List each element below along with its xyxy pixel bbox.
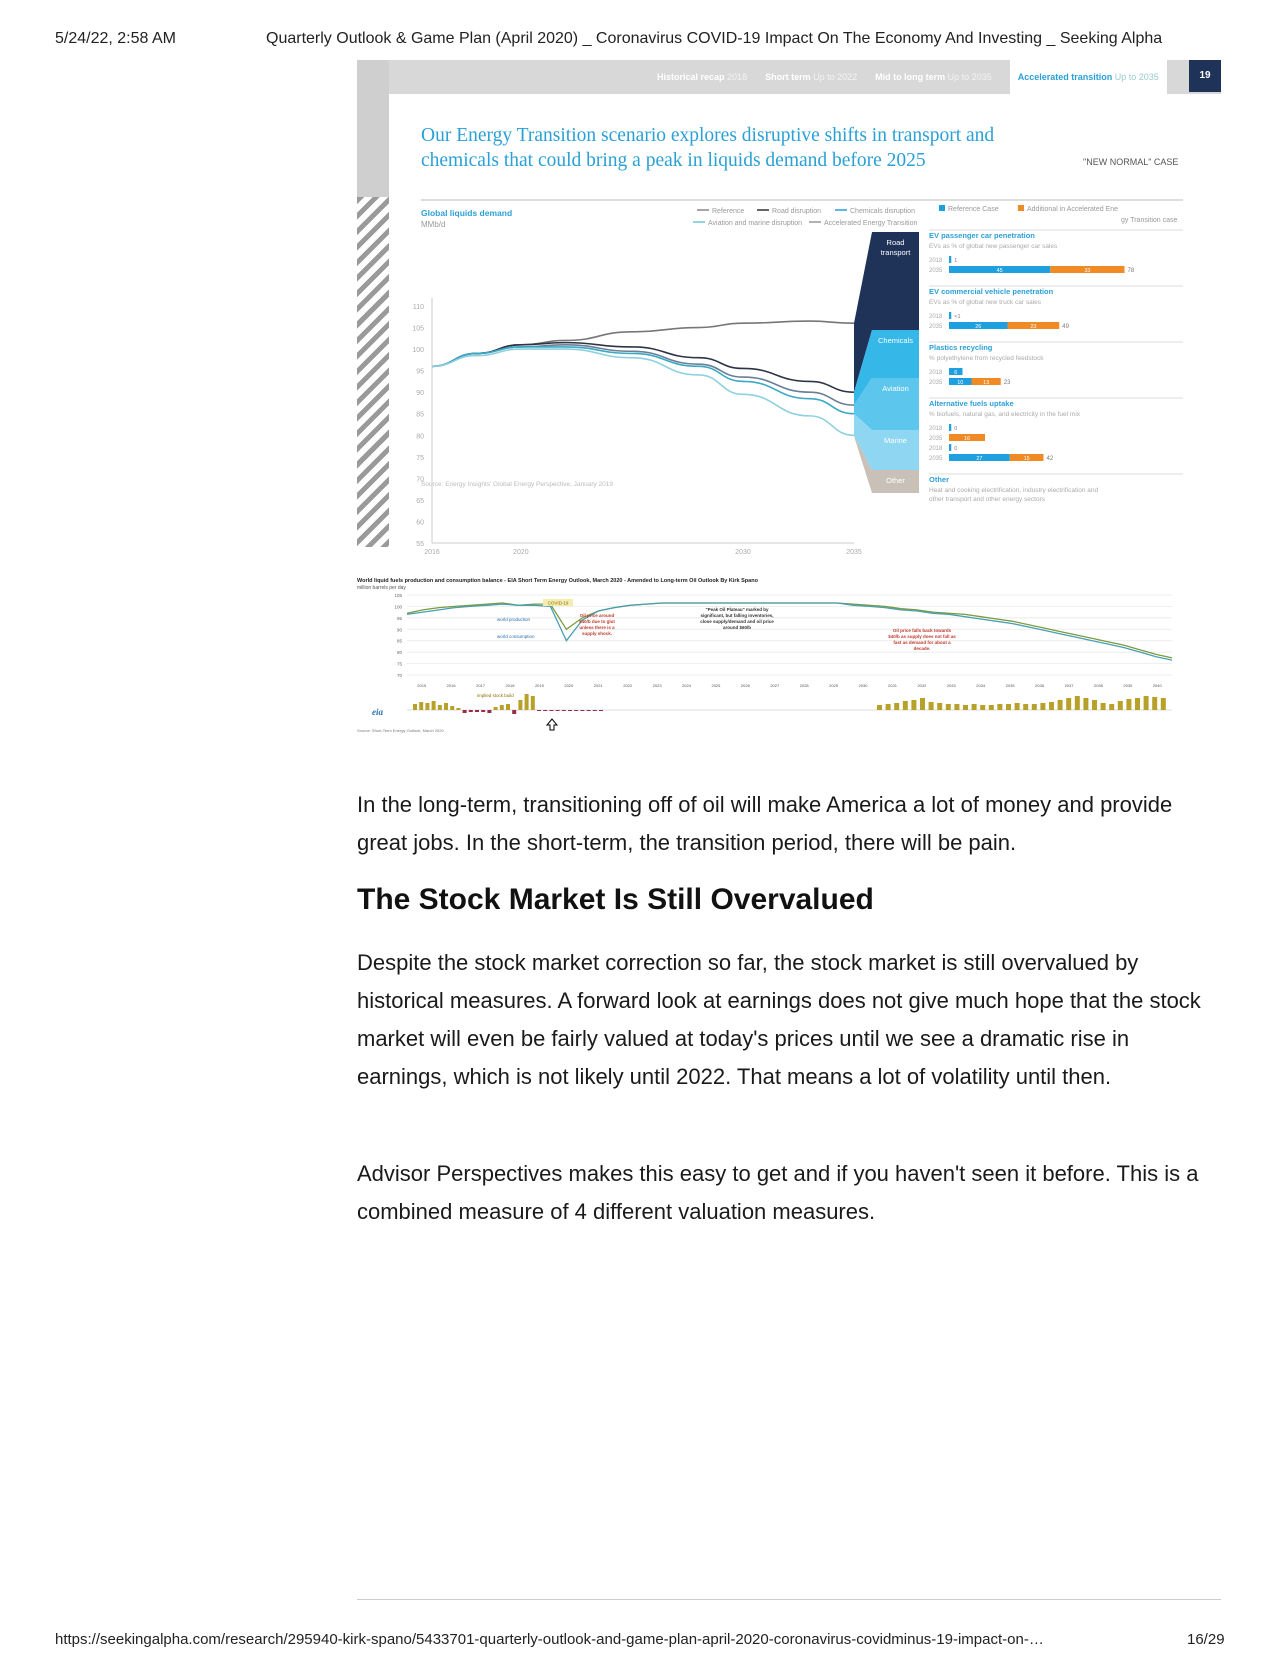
panel-subtitle: % biofuels, natural gas, and electricity in the fuel mix	[929, 411, 1081, 418]
eia-stock-bar	[1118, 701, 1123, 710]
panel-bar-total: 23	[1003, 380, 1011, 386]
panel-subtitle: % polyethylene from recycled feedstock	[929, 355, 1044, 362]
print-date: 5/24/22, 2:58 AM	[55, 30, 176, 47]
chart-ylabel: MMb/d	[421, 220, 446, 229]
legend-item: Chemicals disruption	[850, 208, 915, 215]
eia-stock-bar	[929, 702, 934, 710]
article-paragraph-3	[357, 1155, 1221, 1231]
eia-year-label: 2026	[740, 683, 750, 688]
x-tick-label: 2020	[513, 549, 529, 556]
panel-subtitle: Heat and cooking electrification, industry electrification and	[929, 487, 1099, 494]
eia-stock-bar	[877, 705, 882, 710]
eia-stock-bar	[531, 696, 535, 710]
panel-subtitle-cont: other transport and other energy sectors	[929, 496, 1045, 503]
slide-tab-active: Accelerated transition Up to 2035	[1010, 60, 1167, 94]
eia-stock-bar	[525, 694, 529, 710]
slide-page-number: 19	[1189, 60, 1221, 92]
eia-logo: eia	[372, 707, 383, 717]
panel-row-year: 2035	[929, 436, 943, 442]
panel-bar-additional-label: 23	[1030, 324, 1037, 330]
eia-stock-bar	[894, 703, 899, 710]
panel-title: Plastics recycling	[929, 343, 993, 352]
eia-stock-bar	[954, 704, 959, 710]
eia-year-label: 2029	[829, 683, 839, 688]
eia-stock-bar	[1075, 696, 1080, 710]
eia-unit: million barrels per day	[357, 585, 406, 591]
eia-stock-bar	[438, 705, 442, 710]
eia-stock-bar	[980, 705, 985, 710]
eia-stock-bar	[1006, 704, 1011, 710]
eia-stock-bar	[481, 710, 485, 712]
eia-year-label: 2023	[652, 683, 662, 688]
eia-stock-bar	[506, 704, 510, 710]
eia-stock-bar	[444, 703, 448, 710]
series-line-4	[432, 349, 854, 435]
panel-bar-reference	[949, 256, 951, 263]
eia-stock-bar	[911, 700, 916, 710]
eia-year-label: 2021	[593, 683, 603, 688]
y-tick-label: 95	[416, 368, 424, 376]
eia-stock-bar	[1023, 704, 1028, 710]
eia-stock-bar	[549, 710, 553, 711]
eia-year-label: 2018	[505, 683, 515, 688]
side-legend-additional-cont: gy Transition case	[1121, 217, 1178, 224]
eia-stock-bar	[1135, 698, 1140, 710]
panel-title: Alternative fuels uptake	[929, 399, 1014, 408]
eia-stock-bar	[1101, 703, 1106, 710]
panel-bar-reference-label: 26	[975, 324, 982, 330]
band-label: Chemicals	[877, 336, 914, 345]
eia-stock-bar	[469, 710, 473, 712]
y-tick-label: 110	[412, 304, 424, 311]
panel-bar-reference-label: 45	[996, 268, 1003, 274]
eia-stock-bar	[543, 710, 547, 711]
panel-bar-additional-label: 13	[983, 380, 990, 386]
eia-annotation-production: world production	[497, 617, 531, 622]
eia-series-line-0	[407, 600, 1172, 658]
eia-stock-bar	[574, 710, 578, 711]
eia-stock-bar	[593, 710, 597, 711]
eia-stock-bar	[456, 708, 460, 710]
eia-stock-bar	[1109, 704, 1114, 710]
eia-annotation-note1: unless there is a	[579, 625, 615, 630]
panel-row-year: 2018	[929, 370, 943, 376]
print-page-number: 16/29	[1187, 1631, 1225, 1648]
band-label: Marine	[884, 436, 907, 445]
paragraph-text: Despite the stock market correction so far, the stock market is still overvalued by historical measures. A forward look at earnings does not give much hope that the stock market will even be fairly valued at today's prices until we see a dramatic rise in earnings, which is not likely until 2022. That means a lot of volatility until then.	[357, 950, 1201, 1089]
band-label: transport	[880, 248, 911, 257]
eia-annotation-note1: supply shock.	[581, 631, 613, 636]
panel-bar-reference	[949, 312, 951, 319]
y-tick-label: 80	[416, 433, 424, 441]
panel-bar-additional-label: 16	[963, 436, 971, 442]
eia-stock-bar	[562, 710, 566, 711]
panel-title: EV passenger car penetration	[929, 231, 1035, 240]
y-tick-label: 70	[416, 476, 424, 484]
x-tick-label: 2016	[424, 549, 440, 556]
eia-stock-bar	[587, 710, 591, 711]
eia-stock-bar	[580, 710, 584, 711]
y-tick-label: 100	[412, 347, 424, 355]
panel-bar-reference-label: <1	[954, 314, 961, 320]
panel-bar-reference-label: 1	[954, 258, 958, 264]
case-label: "NEW NORMAL" CASE	[1083, 157, 1179, 167]
panel-bar-reference	[949, 444, 951, 451]
eia-year-label: 2039	[1123, 683, 1133, 688]
eia-annotation-note2: close supply/demand and oil price	[700, 619, 774, 624]
panel-bar-reference	[949, 424, 951, 431]
eia-stock-bar	[972, 704, 977, 710]
panel-row-year: 2035	[929, 380, 943, 386]
eia-stock-bar	[512, 710, 516, 714]
eia-year-label: 2017	[476, 683, 486, 688]
eia-year-label: 2016	[446, 683, 456, 688]
series-line-1	[432, 343, 854, 393]
panel-row-year: 2035	[929, 268, 943, 274]
eia-year-label: 2036	[1035, 683, 1045, 688]
x-tick-label: 2030	[735, 549, 751, 556]
band-label: Other	[886, 476, 905, 485]
print-header	[0, 30, 1280, 52]
eia-stock-bar	[1161, 698, 1166, 710]
eia-annotation-note3: decade.	[913, 646, 931, 651]
legend-item: Accelerated Energy Transition	[824, 220, 918, 227]
eia-y-tick: 70	[396, 673, 402, 678]
y-tick-label: 90	[416, 390, 424, 398]
eia-year-label: 2031	[888, 683, 897, 688]
panel-bar-total: 42	[1046, 456, 1054, 462]
slide-source: Source: Energy Insights' Global Energy Perspective, January 2019	[421, 481, 614, 488]
eia-year-label: 2027	[770, 683, 780, 688]
eia-annotation-note2: around $60/b	[722, 625, 752, 630]
eia-stock-bar	[1049, 702, 1054, 710]
eia-stock-bar	[1126, 699, 1131, 710]
panel-bar-reference-label: 6	[954, 370, 958, 376]
eia-source: Source: Short-Term Energy Outlook, March 2020	[357, 728, 444, 733]
band-label: Aviation	[882, 384, 909, 393]
eia-stock-bar	[920, 698, 925, 710]
legend-item: Aviation and marine disruption	[708, 220, 803, 227]
eia-stock-bar	[518, 700, 522, 710]
panel-bar-additional-label: 15	[1023, 456, 1030, 462]
eia-year-label: 2038	[1093, 683, 1103, 688]
band-label: Road	[886, 238, 905, 247]
eia-year-label: 2030	[858, 683, 868, 688]
eia-stock-bar	[903, 701, 908, 710]
y-tick-label: 55	[416, 541, 424, 548]
eia-stock-bar	[500, 705, 504, 710]
eia-year-label: 2022	[623, 683, 633, 688]
eia-annotation-note3: fast as demand for about a	[893, 640, 951, 645]
y-tick-label: 105	[412, 325, 424, 333]
eia-y-tick: 95	[396, 615, 402, 621]
eia-annotation-note1: Oil price around	[579, 613, 615, 618]
eia-stock-bar	[494, 707, 498, 710]
footer-divider	[357, 1599, 1221, 1600]
eia-stock-bar	[886, 704, 891, 710]
panel-bar-reference-label: 27	[976, 456, 983, 462]
legend-item: Road disruption	[772, 208, 822, 215]
eia-stock-bar	[997, 704, 1002, 710]
eia-stock-bar	[937, 703, 942, 710]
eia-y-tick: 100	[394, 604, 402, 610]
eia-stock-bar	[463, 710, 467, 713]
print-url: https://seekingalpha.com/research/295940-kirk-spano/5433701-quarterly-outlook-and-game-plan-april-2020-coronavirus-covidminus-19-impact-on-…	[55, 1631, 1044, 1648]
eia-year-label: 2040	[1152, 683, 1162, 688]
eia-stock-bar	[1066, 698, 1071, 710]
eia-stock-bar	[413, 704, 417, 710]
eia-stock-bar	[989, 705, 994, 710]
series-line-0	[432, 321, 854, 366]
legend-additional-swatch	[1018, 205, 1024, 211]
eia-title: World liquid fuels production and consumption balance - EIA Short Term Energy Outlook, March 2020 - Amended to Long-term Oil Outlook By Kirk Spano	[357, 578, 758, 584]
eia-annotation-note3: Oil price falls back towards	[892, 628, 952, 633]
liquids-demand-chart	[357, 60, 1221, 556]
panel-subtitle: EVs as % of global new passenger car sales	[929, 243, 1058, 250]
eia-stock-bar	[1144, 696, 1149, 710]
eia-stock-bar	[1152, 697, 1157, 710]
eia-year-label: 2034	[976, 683, 986, 688]
eia-stock-bar	[599, 710, 603, 711]
panel-bar-reference-label: 10	[957, 380, 964, 386]
eia-y-tick: 75	[396, 661, 402, 667]
eia-stock-bar	[419, 702, 423, 710]
eia-stock-bar	[1015, 703, 1020, 710]
y-tick-label: 85	[416, 411, 424, 419]
eia-annotation-note2: "Peak Oil Plateau" marked by	[705, 607, 769, 612]
slide-tab: Historical recap 2018	[657, 72, 748, 82]
eia-annotation-consumption: world consumption	[497, 634, 535, 639]
eia-annotation-note1: $40/b due to glut	[579, 619, 615, 624]
panel-bar-reference-label: 0	[954, 426, 958, 432]
eia-year-label: 2015	[417, 683, 427, 688]
eia-year-label: 2033	[946, 683, 956, 688]
article-paragraph-2	[357, 944, 1221, 1096]
side-legend-reference: Reference Case	[948, 206, 999, 213]
eia-year-label: 2035	[1005, 683, 1015, 688]
section-heading	[357, 880, 1221, 920]
eia-y-tick: 80	[396, 650, 402, 656]
panel-row-year: 2018	[929, 258, 943, 264]
eia-year-label: 2020	[564, 683, 574, 688]
panel-bar-additional-label: 33	[1084, 268, 1091, 274]
panel-row-year: 2018	[929, 426, 943, 432]
legend-item: Reference	[712, 208, 745, 215]
eia-y-tick: 85	[396, 638, 402, 644]
panel-row-year: 2035	[929, 456, 943, 462]
eia-annotation-covid: COVID-19	[547, 600, 569, 606]
eia-y-tick: 105	[394, 593, 402, 598]
eia-stock-bar	[432, 701, 436, 710]
eia-chart-svg	[357, 575, 1177, 750]
panel-title: EV commercial vehicle penetration	[929, 287, 1054, 296]
chart-title: Global liquids demand	[421, 208, 513, 218]
energy-transition-slide	[357, 60, 1221, 556]
print-title: Quarterly Outlook & Game Plan (April 2020) _ Coronavirus COVID-19 Impact On The Economy And Investing _ Seeking Alpha	[266, 30, 1163, 47]
eia-balance-chart	[357, 575, 1177, 750]
side-legend-additional: Additional in Accelerated Ene	[1027, 206, 1119, 213]
panel-subtitle: EVs as % of global new truck car sales	[929, 299, 1041, 306]
panel-bar-total: 78	[1127, 268, 1135, 274]
eia-stock-bar	[1040, 703, 1045, 710]
paragraph-text: In the long-term, transitioning off of oil will make America a lot of money and provide great jobs. In the short-term, the transition period, there will be pain.	[357, 792, 1173, 855]
eia-year-label: 2024	[682, 683, 691, 688]
eia-year-label: 2019	[534, 683, 544, 688]
eia-stock-bar	[556, 710, 560, 711]
slide-tab: Mid to long term Up to 2035	[875, 72, 992, 82]
eia-annotation-stock: implied stock build	[477, 693, 514, 698]
eia-year-label: 2025	[711, 683, 721, 688]
eia-year-label: 2028	[799, 683, 809, 688]
y-tick-label: 75	[416, 454, 424, 462]
eia-stock-bar	[537, 710, 541, 711]
slide-tab: Short term Up to 2022	[765, 72, 858, 82]
eia-stock-bar	[1058, 700, 1063, 710]
heading-text: The Stock Market Is Still Overvalued	[357, 883, 874, 916]
x-tick-label: 2035	[846, 549, 862, 556]
panel-bar-total: 49	[1062, 324, 1069, 330]
eia-annotation-note3: $40/b as supply does not fall as	[888, 634, 956, 639]
eia-annotation-note2: significant, but falling inventories,	[700, 613, 774, 618]
eia-stock-bar	[1083, 698, 1088, 710]
legend-reference-swatch	[939, 205, 945, 211]
y-tick-label: 60	[416, 519, 424, 527]
eia-stock-bar	[425, 703, 429, 710]
eia-stock-bar	[487, 710, 491, 713]
panel-bar-reference-label: 0	[954, 446, 958, 452]
eia-stock-bar	[568, 710, 572, 711]
eia-stock-bar	[475, 710, 479, 712]
eia-y-tick: 90	[396, 627, 402, 633]
eia-year-label: 2037	[1064, 683, 1074, 688]
eia-year-label: 2032	[917, 683, 927, 688]
article-paragraph-1	[357, 786, 1221, 862]
eia-stock-bar	[1032, 704, 1037, 710]
panel-row-year: 2018	[929, 446, 943, 452]
panel-title: Other	[929, 475, 950, 484]
eia-stock-bar	[450, 706, 454, 710]
panel-row-year: 2018	[929, 314, 943, 320]
panel-row-year: 2035	[929, 324, 943, 330]
up-arrow-icon	[547, 719, 557, 730]
eia-stock-bar	[963, 705, 968, 710]
eia-stock-bar	[1092, 700, 1097, 710]
eia-stock-bar	[946, 704, 951, 710]
y-tick-label: 65	[416, 497, 424, 505]
paragraph-text: Advisor Perspectives makes this easy to get and if you haven't seen it before. This is a combined measure of 4 different valuation measures.	[357, 1161, 1199, 1224]
slide-title: Our Energy Transition scenario explores disruptive shifts in transport and chemicals that could bring a peak in liquids demand before 2025	[421, 125, 995, 171]
